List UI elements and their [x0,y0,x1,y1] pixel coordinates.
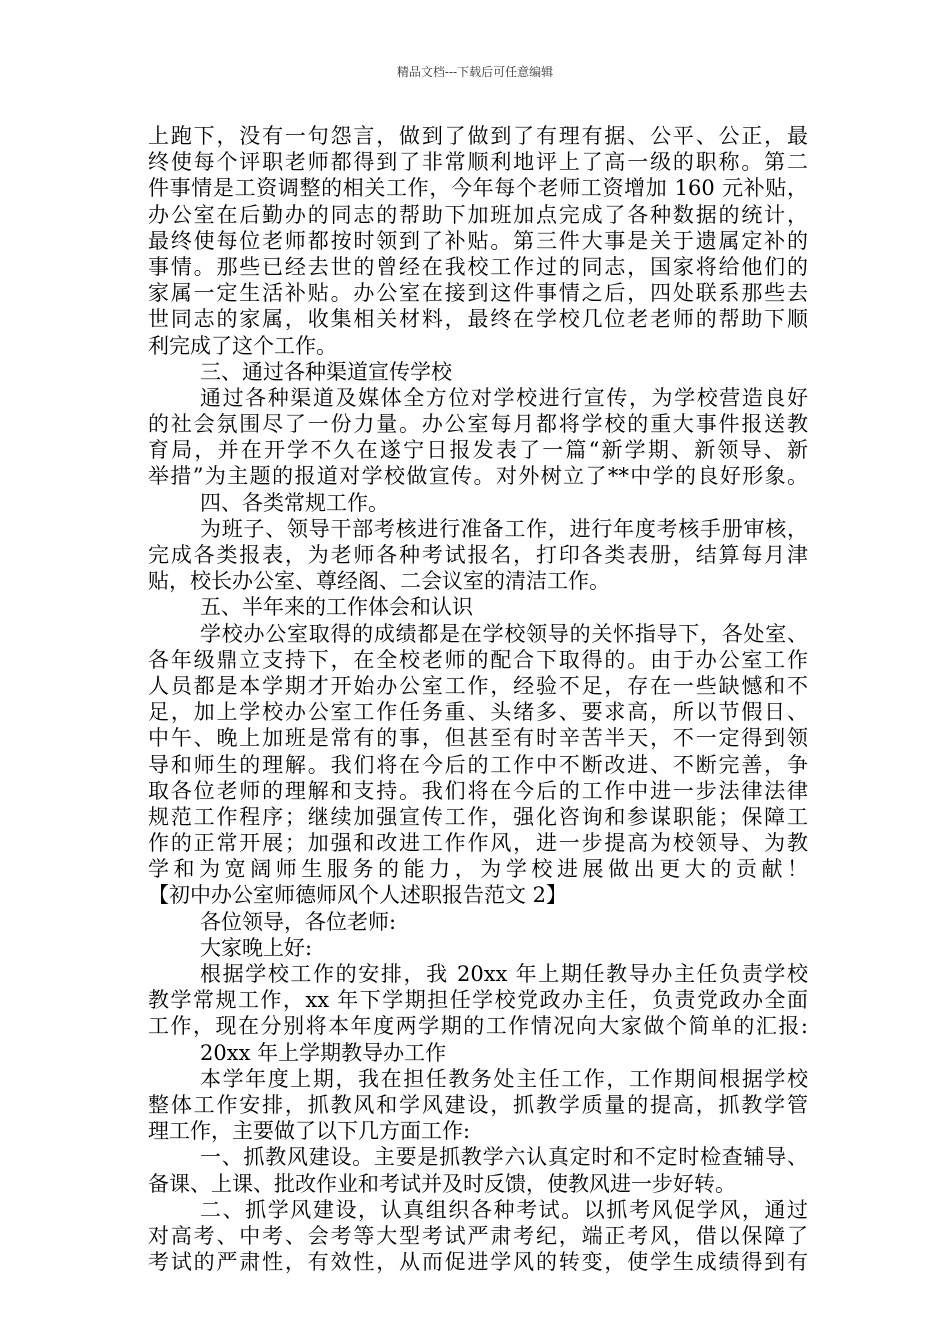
text-line: 贴，校长办公室、尊经阁、二会议室的清洁工作。 [148,569,610,594]
text-line: 根据学校工作的安排，我 20xx 年上期任教导办主任负责学校 [200,962,808,986]
text-line: 通过各种渠道及媒体全方位对学校进行宣传，为学校营造良好 [200,385,808,410]
text-line: 各年级鼎立支持下，在全校老师的配合下取得的。由于办公室工作 [148,647,808,672]
text-line: 五、半年来的工作体会和认识 [200,595,473,620]
text-line: 的社会氛围尽了一份力量。办公室每月都将学校的重大事件报送教 [148,412,808,437]
text-line: 最终使每位老师都按时领到了补贴。第三件大事是关于遗属定补的 [148,228,808,253]
text-line: 件事情是工资调整的相关工作，今年每个老师工资增加 160 元补贴， [148,176,808,201]
text-line: 工作，现在分别将本年度两学期的工作情况向大家做个简单的汇报: [148,1014,808,1039]
text-line: 整体工作安排，抓教风和学风建设，抓教学质量的提高，抓教学管 [148,1092,808,1117]
text-line: 学校办公室取得的成绩都是在学校领导的关怀指导下，各处室、 [200,621,808,646]
text-line: 学和为宽阔师生服务的能力，为学校进展做出更大的贡献！ [148,857,808,882]
text-line: 理工作，主要做了以下几方面工作: [148,1119,471,1144]
text-line: 20xx 年上学期教导办工作 [200,1040,447,1065]
text-line: 家属一定生活补贴。办公室在接到这件事情之后，四处联系那些去 [148,281,808,306]
text-line: 人员都是本学期才开始办公室工作，经验不足，存在一些缺憾和不 [148,673,808,698]
text-line: 办公室在后勤办的同志的帮助下加班加点完成了各种数据的统计， [148,202,808,227]
text-line: 中午、晚上加班是常有的事，但甚至有时辛苦半天，不一定得到领 [148,726,808,751]
text-line: 足，加上学校办公室工作任务重、头绪多、要求高，所以节假日、 [148,700,808,725]
text-line: 一、抓教风建设。主要是抓教学六认真定时和不定时检查辅导、 [200,1145,808,1170]
text-line: 世同志的家属，收集相关材料，最终在学校几位老老师的帮助下顺 [148,307,808,332]
text-line: 取各位老师的理解和支持。我们将在今后的工作中进一步法律法律 [148,778,808,803]
text-line: 考试的严肃性，有效性，从而促进学风的转变，使学生成绩得到有 [148,1250,808,1275]
text-line: 事情。那些已经去世的曾经在我校工作过的同志，国家将给他们的 [148,254,808,279]
text-line: 规范工作程序；继续加强宣传工作，强化咨询和参谋职能；保障工 [148,804,808,829]
text-line: 导和师生的理解。我们将在今后的工作中不断改进、不断完善，争 [148,752,808,777]
text-line: 为班子、领导干部考核进行准备工作，进行年度考核手册审核， [200,516,808,541]
text-line: 大家晚上好: [200,935,313,960]
text-line: 各位领导，各位老师: [200,909,397,934]
text-line: 上跑下，没有一句怨言，做到了做到了有理有据、公平、公正，最 [148,124,808,148]
text-line: 终使每个评职老师都得到了非常顺利地评上了高一级的职称。第二 [148,150,808,175]
text-line: 对高考、中考、会考等大型考试严肃考纪，端正考风，借以保障了 [148,1223,808,1248]
text-line: 完成各类报表，为老师各种考试报名，打印各类表册，结算每月津 [148,543,808,567]
text-line: 本学年度上期，我在担任教务处主任工作，工作期间根据学校 [200,1066,808,1091]
text-line: 作的正常开展；加强和改进工作作风，进一步提高为校领导、为教 [148,831,808,856]
text-line: 四、各类常规工作。 [200,490,389,515]
document-body [148,123,808,1275]
text-line: 三、通过各种渠道宣传学校 [200,359,452,384]
text-line: 育局，并在开学不久在遂宁日报发表了一篇“新学期、新领导、新 [148,438,808,463]
page-header: 精品文档---下载后可任意编辑 [396,65,554,79]
text-line: 利完成了这个工作。 [148,333,337,358]
text-line: 备课、上课、批改作业和考试并及时反馈，使教风进一步好转。 [148,1171,736,1196]
text-line: 教学常规工作，xx 年下学期担任学校党政办主任，负责党政办全面 [148,988,808,1013]
text-line: 【初中办公室师德师风个人述职报告范文 2】 [148,883,568,908]
text-line: 举措”为主题的报道对学校做宣传。对外树立了**中学的良好形象。 [148,464,808,489]
text-line: 二、抓学风建设，认真组织各种考试。以抓考风促学风，通过 [200,1197,808,1222]
